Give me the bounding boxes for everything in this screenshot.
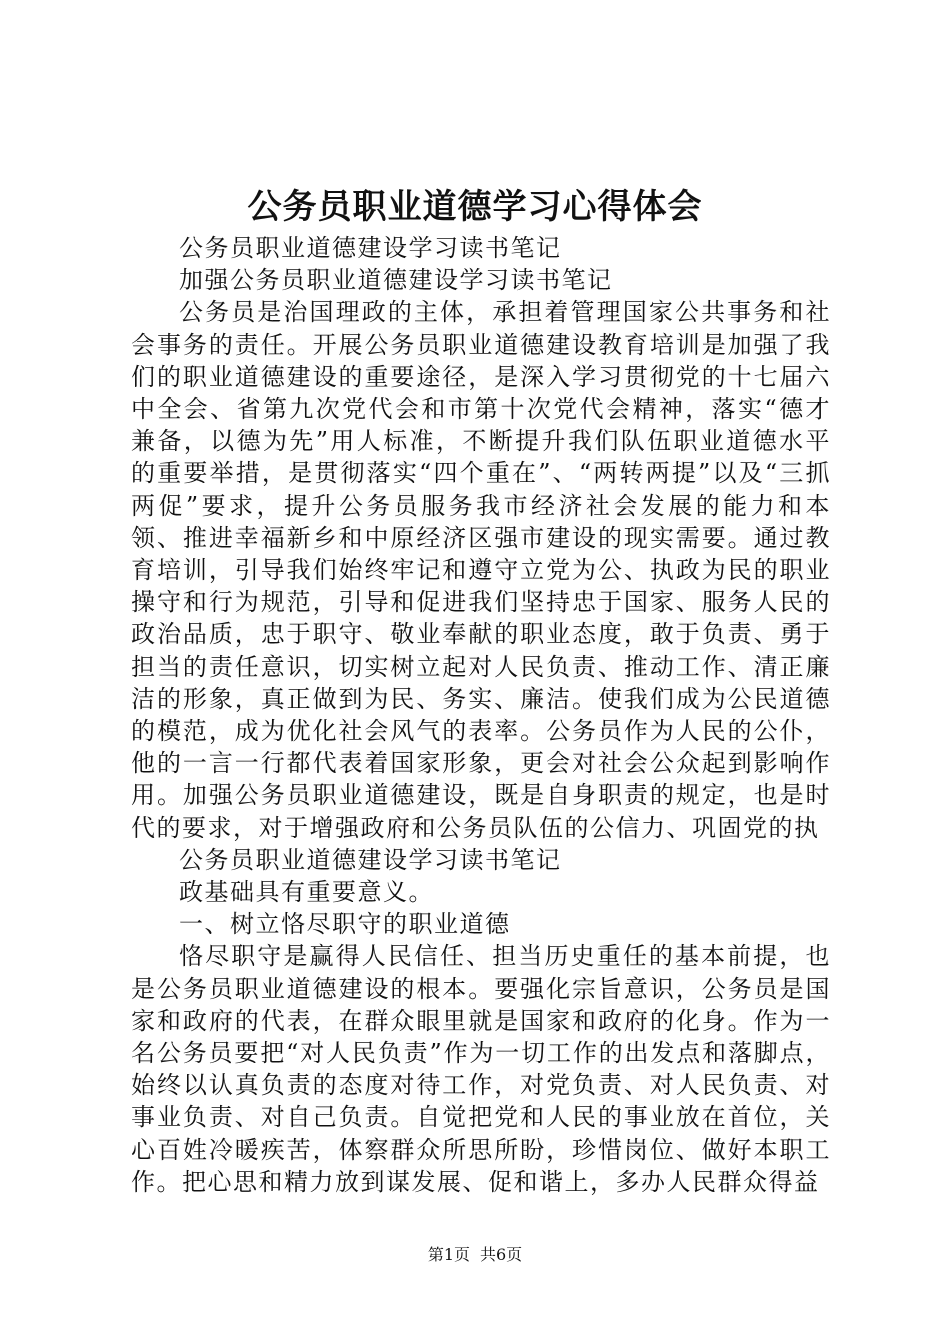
- page-number: 第1页: [427, 1245, 470, 1264]
- paragraph-subtitle-1: 公务员职业道德建设学习读书笔记: [179, 234, 562, 262]
- paragraph-continuation: 政基础具有重要意义。: [179, 878, 434, 907]
- paragraph-subtitle-3: 公务员职业道德建设学习读书笔记: [179, 845, 562, 874]
- paragraph-section-1: 恪尽职守是赢得人民信任、担当历史重任的基本前提，也是公务员职业道德建设的根本。要强化宗旨意识，公务员是国家和政府的代表，在群众眼里就是国家和政府的化身。作为一名公务员要把“对人民负责”作为一切工作的出发点和落脚点，始终以认真负责的态度对待工作，对党负责、对人民负责、对事业负责、对自己负责。自觉把党和人民的事业放在首位，关心百姓冷暖疾苦，体察群众所思所盼，珍惜岗位、做好本职工作。把心思和精力放到谋发展、促和谐上，多办人民群众得益: [131, 942, 831, 1196]
- document-title: 公务员职业道德学习心得体会: [247, 187, 703, 227]
- page-footer: [0, 1244, 950, 1266]
- document-body: [131, 232, 831, 1198]
- paragraph-intro: 公务员是治国理政的主体，承担着管理国家公共事务和社会事务的责任。开展公务员职业道德建设教育培训是加强了我们的职业道德建设的重要途径，是深入学习贯彻党的十七届六中全会、省第九次党代会和市第十次党代会精神，落实“德才兼备，以德为先”用人标准，不断提升我们队伍职业道德水平的重要举措，是贯彻落实“四个重在”、“两转两提”以及“三抓两促”要求，提升公务员服务我市经济社会发展的能力和本领、推进幸福新乡和中原经济区强市建设的现实需要。通过教育培训，引导我们始终牢记和遵守立党为公、执政为民的职业操守和行为规范，引导和促进我们坚持忠于国家、服务人民的政治品质，忠于职守、敬业奉献的职业态度，敢于负责、勇于担当的责任意识，切实树立起对人民负责、推动工作、清正廉洁的形象，真正做到为民、务实、廉洁。使我们成为公民道德的模范，成为优化社会风气的表率。公务员作为人民的公仆，他的一言一行都代表着国家形象，更会对社会公众起到影响作用。加强公务员职业道德建设，既是自身职责的规定，也是时代的要求，对于增强政府和公务员队伍的公信力、巩固党的执: [131, 298, 831, 842]
- section-heading-1: 一、树立恪尽职守的职业道德: [179, 910, 511, 939]
- paragraph-subtitle-2: 加强公务员职业道德建设学习读书笔记: [179, 266, 613, 295]
- page-total: 共6页: [480, 1245, 523, 1264]
